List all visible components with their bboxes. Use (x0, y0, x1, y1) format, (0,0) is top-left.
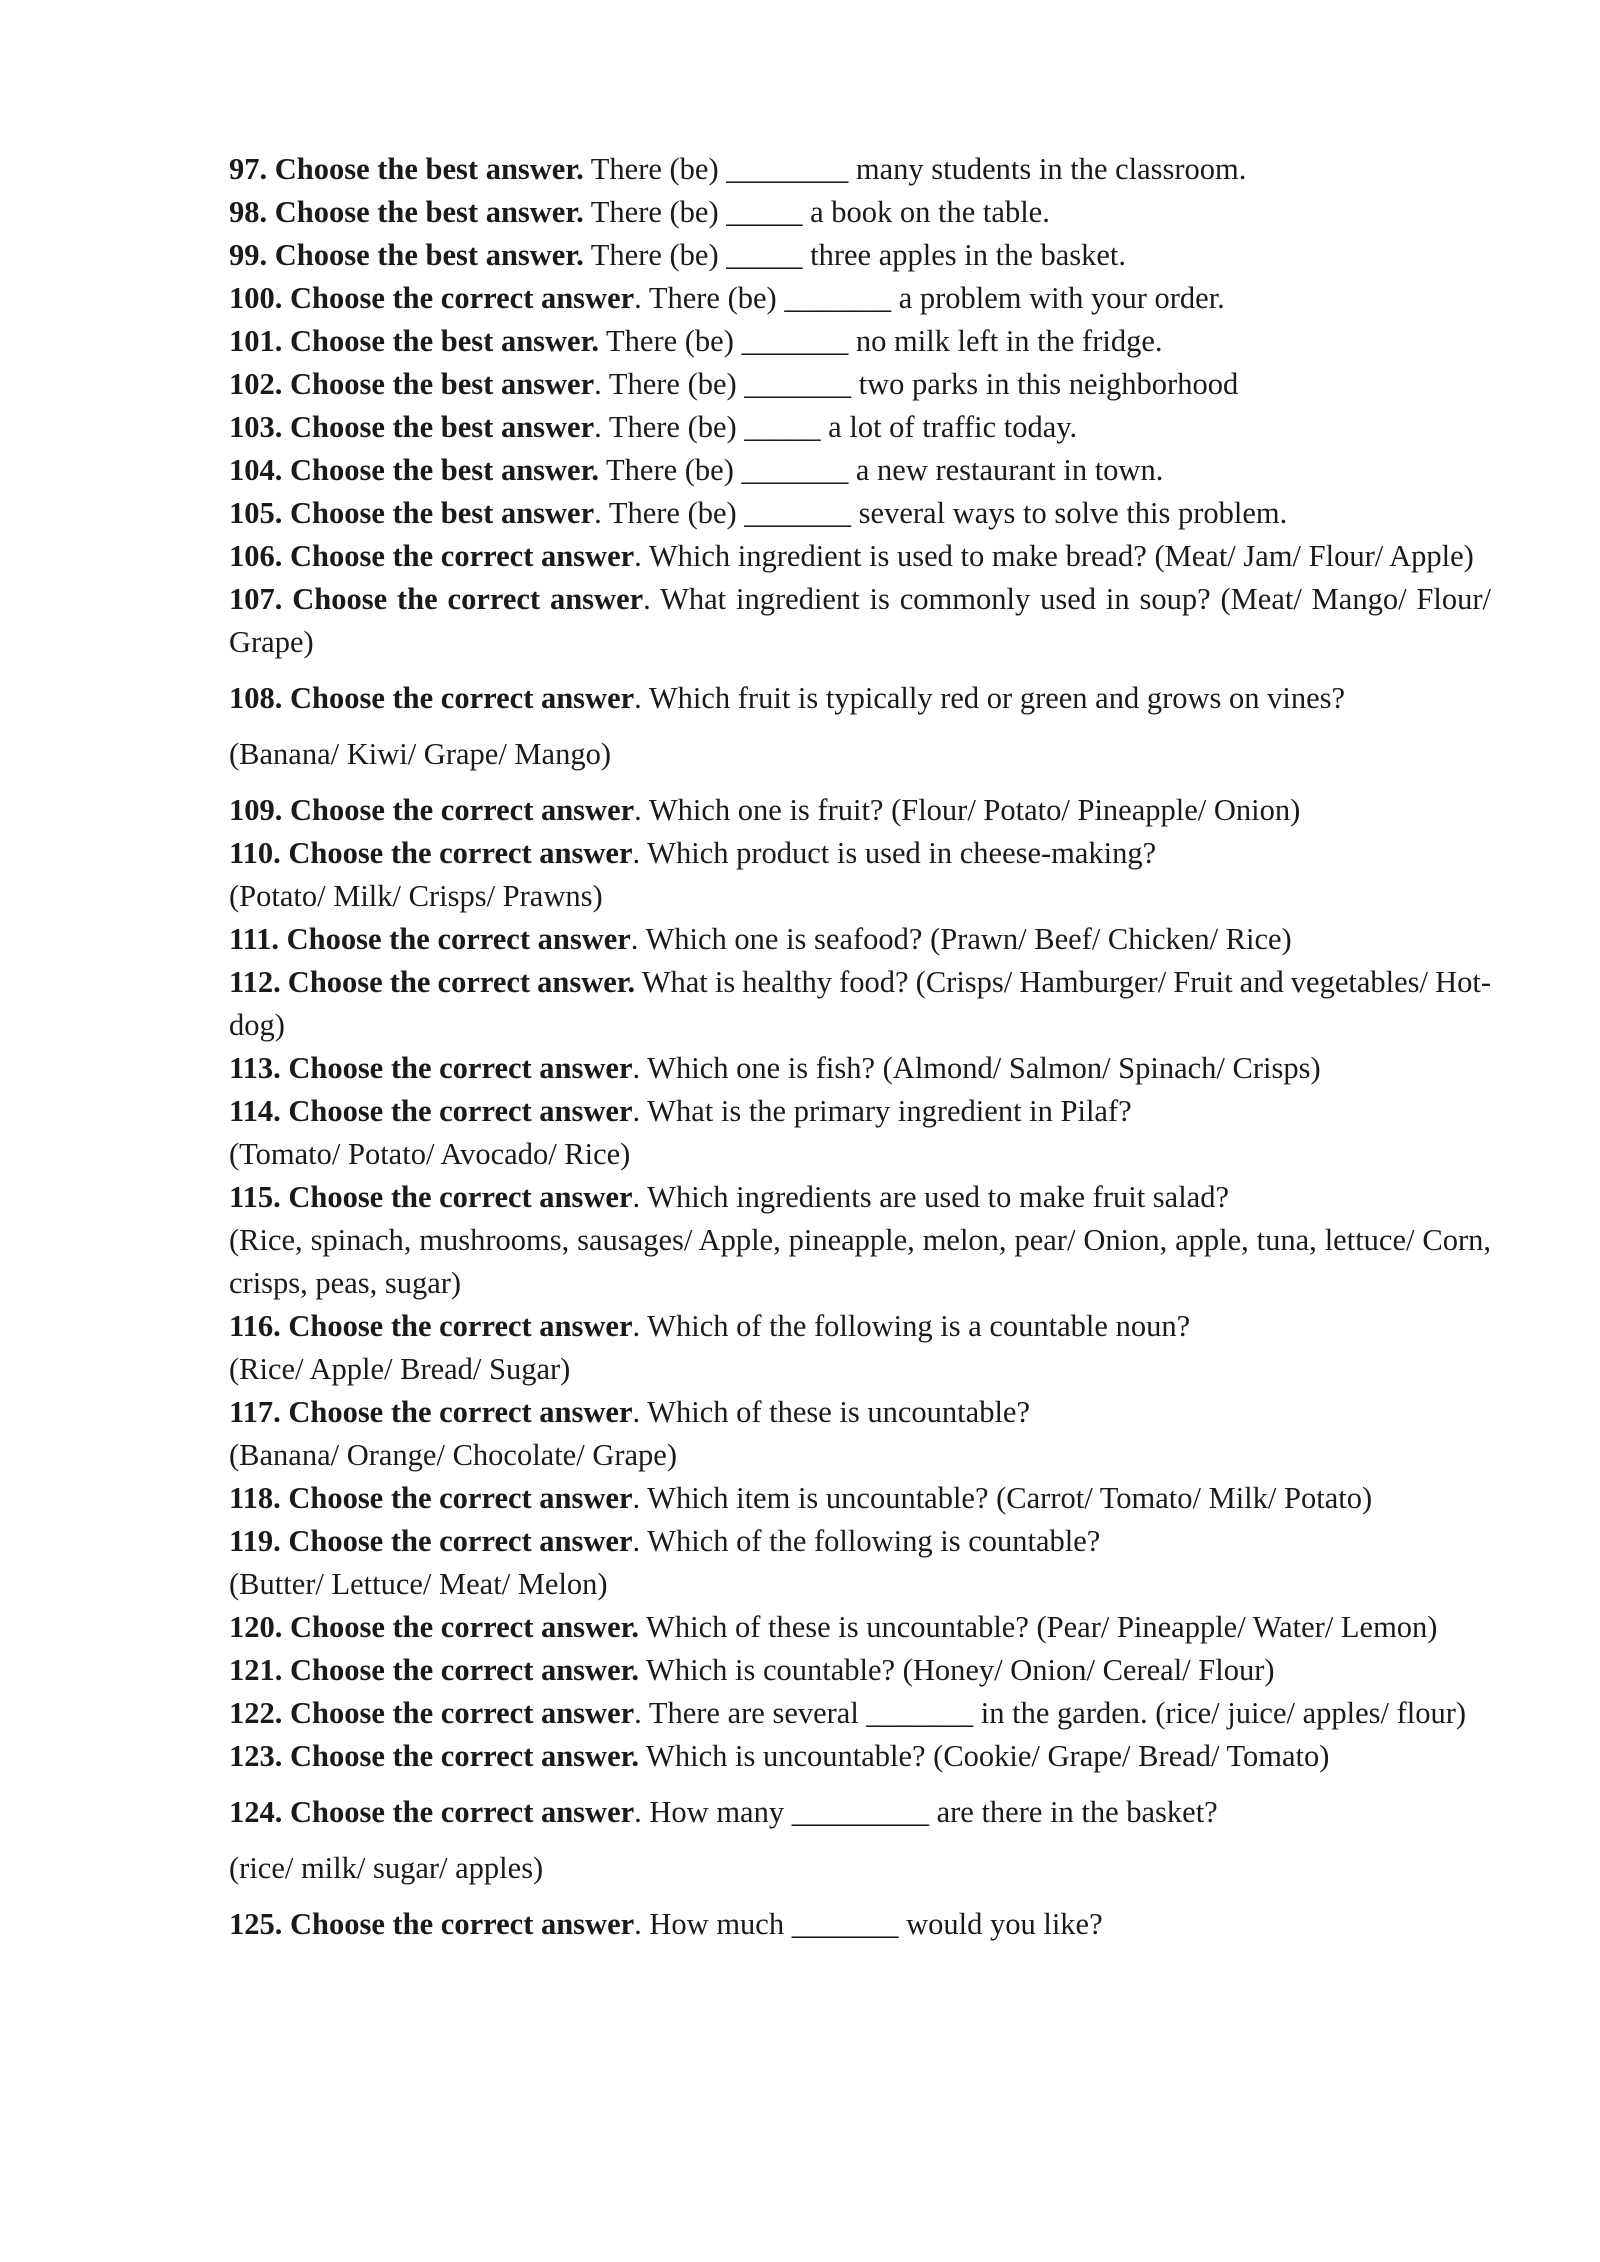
question-104 (229, 449, 1491, 492)
question-text: There (be) _____ a book on the table. (583, 195, 1050, 229)
question-109 (229, 789, 1491, 832)
question-text: (Tomato/ Potato/ Avocado/ Rice) (229, 1137, 631, 1171)
question-114 (229, 1090, 1491, 1133)
question-text: . Which fruit is typically red or green and grows on vines? (634, 681, 1346, 715)
question-instruction: Choose the correct answer (288, 1180, 633, 1214)
question-instruction: Choose the correct answer (290, 681, 635, 715)
question-108 (229, 677, 1491, 720)
question-98 (229, 191, 1491, 234)
question-text: . Which ingredient is used to make bread? (Meat/ Jam/ Flour/ Apple) (634, 539, 1474, 573)
question-number: 97. (229, 152, 268, 186)
question-text: . What is the primary ingredient in Pilaf? (632, 1094, 1132, 1128)
question-113 (229, 1047, 1491, 1090)
question-125 (229, 1903, 1491, 1946)
question-number: 109. (229, 793, 283, 827)
question-119-options (229, 1563, 1491, 1606)
question-text: There (be) _______ a new restaurant in town. (598, 453, 1164, 487)
question-text: . Which item is uncountable? (Carrot/ Tomato/ Milk/ Potato) (632, 1481, 1373, 1515)
question-text: Which is countable? (Honey/ Onion/ Cereal/ Flour) (638, 1653, 1275, 1687)
question-instruction: Choose the correct answer. (287, 965, 636, 999)
question-instruction: Choose the correct answer. (290, 1739, 639, 1773)
question-110-options (229, 875, 1491, 918)
question-instruction: Choose the best answer. (290, 324, 599, 358)
question-text: (Banana/ Kiwi/ Grape/ Mango) (229, 737, 611, 771)
question-111 (229, 918, 1491, 961)
question-124 (229, 1791, 1491, 1834)
question-text: (Potato/ Milk/ Crisps/ Prawns) (229, 879, 603, 913)
question-instruction: Choose the correct answer (288, 1094, 633, 1128)
question-number: 101. (229, 324, 283, 358)
question-120 (229, 1606, 1491, 1649)
question-number: 103. (229, 410, 283, 444)
question-text: (rice/ milk/ sugar/ apples) (229, 1851, 544, 1885)
question-instruction: Choose the best answer. (274, 152, 584, 186)
question-text: What is healthy food? (Crisps/ Hamburger/ Fruit and vegetables/ Hot-dog) (229, 965, 1491, 1042)
question-text: (Butter/ Lettuce/ Meat/ Melon) (229, 1567, 608, 1601)
question-number: 121. (229, 1653, 283, 1687)
question-number: 124. (229, 1795, 283, 1829)
question-number: 107. (229, 582, 283, 616)
question-instruction: Choose the best answer (290, 410, 595, 444)
question-107 (229, 578, 1491, 664)
question-text: . There (be) _______ several ways to solve this problem. (594, 496, 1288, 530)
question-instruction: Choose the correct answer (286, 922, 631, 956)
question-instruction: Choose the best answer (290, 496, 595, 530)
question-116-options (229, 1348, 1491, 1391)
question-text: . How much _______ would you like? (634, 1907, 1103, 1941)
question-text: . There (be) _____ a lot of traffic today. (594, 410, 1078, 444)
question-text: There (be) _____ three apples in the basket. (583, 238, 1127, 272)
question-instruction: Choose the correct answer (290, 1696, 635, 1730)
question-number: 98. (229, 195, 268, 229)
question-text: . What ingredient is commonly used in soup? (Meat/ Mango/ Flour/ Grape) (229, 582, 1491, 659)
question-117 (229, 1391, 1491, 1434)
question-122 (229, 1692, 1491, 1735)
question-instruction: Choose the correct answer (288, 1524, 633, 1558)
question-121 (229, 1649, 1491, 1692)
question-102 (229, 363, 1491, 406)
question-instruction: Choose the correct answer (290, 539, 635, 573)
question-115 (229, 1176, 1491, 1219)
question-114-options (229, 1133, 1491, 1176)
question-number: 110. (229, 836, 281, 870)
question-instruction: Choose the correct answer (290, 1795, 635, 1829)
question-number: 105. (229, 496, 283, 530)
question-97 (229, 148, 1491, 191)
question-text: . There (be) _______ a problem with your order. (634, 281, 1225, 315)
question-number: 102. (229, 367, 283, 401)
question-text: (Rice/ Apple/ Bread/ Sugar) (229, 1352, 571, 1386)
question-101 (229, 320, 1491, 363)
question-124-options (229, 1847, 1491, 1890)
question-text: (Rice, spinach, mushrooms, sausages/ Apple, pineapple, melon, pear/ Onion, apple, tuna, lettuce/ Corn, crisps, peas, sugar) (229, 1223, 1491, 1300)
question-105 (229, 492, 1491, 535)
question-number: 117. (229, 1395, 281, 1429)
question-number: 100. (229, 281, 283, 315)
question-text: . There are several _______ in the garden. (rice/ juice/ apples/ flour) (634, 1696, 1467, 1730)
question-103 (229, 406, 1491, 449)
question-text: . Which one is fish? (Almond/ Salmon/ Spinach/ Crisps) (632, 1051, 1321, 1085)
question-text: Which is uncountable? (Cookie/ Grape/ Bread/ Tomato) (638, 1739, 1330, 1773)
question-number: 125. (229, 1907, 283, 1941)
question-number: 122. (229, 1696, 283, 1730)
question-instruction: Choose the correct answer (288, 836, 633, 870)
question-number: 104. (229, 453, 283, 487)
question-instruction: Choose the correct answer (288, 1309, 633, 1343)
question-text: There (be) _______ no milk left in the fridge. (598, 324, 1163, 358)
question-text: . How many _________ are there in the basket? (634, 1795, 1218, 1829)
question-number: 113. (229, 1051, 281, 1085)
question-instruction: Choose the correct answer (288, 1481, 633, 1515)
question-number: 118. (229, 1481, 281, 1515)
question-number: 111. (229, 922, 280, 956)
worksheet-page (229, 148, 1491, 1946)
question-118 (229, 1477, 1491, 1520)
question-instruction: Choose the correct answer (288, 1395, 633, 1429)
question-108-options (229, 733, 1491, 776)
question-instruction: Choose the best answer. (290, 453, 599, 487)
question-text: (Banana/ Orange/ Chocolate/ Grape) (229, 1438, 677, 1472)
question-number: 114. (229, 1094, 281, 1128)
question-115-options (229, 1219, 1491, 1305)
question-number: 116. (229, 1309, 281, 1343)
question-112 (229, 961, 1491, 1047)
question-number: 106. (229, 539, 283, 573)
question-instruction: Choose the best answer (290, 367, 595, 401)
question-100 (229, 277, 1491, 320)
question-text: . There (be) _______ two parks in this neighborhood (594, 367, 1239, 401)
question-number: 119. (229, 1524, 281, 1558)
question-text: . Which of the following is countable? (632, 1524, 1101, 1558)
question-117-options (229, 1434, 1491, 1477)
question-110 (229, 832, 1491, 875)
question-number: 112. (229, 965, 281, 999)
question-106 (229, 535, 1491, 578)
question-instruction: Choose the correct answer (290, 281, 635, 315)
question-123 (229, 1735, 1491, 1778)
question-number: 123. (229, 1739, 283, 1773)
question-instruction: Choose the correct answer. (290, 1653, 639, 1687)
question-instruction: Choose the best answer. (274, 195, 584, 229)
question-instruction: Choose the correct answer (290, 1907, 635, 1941)
question-119 (229, 1520, 1491, 1563)
question-text: . Which one is fruit? (Flour/ Potato/ Pineapple/ Onion) (634, 793, 1301, 827)
question-number: 108. (229, 681, 283, 715)
question-text: . Which ingredients are used to make fruit salad? (632, 1180, 1230, 1214)
question-instruction: Choose the correct answer (290, 793, 635, 827)
question-text: . Which one is seafood? (Prawn/ Beef/ Chicken/ Rice) (630, 922, 1292, 956)
question-instruction: Choose the correct answer. (290, 1610, 639, 1644)
question-number: 115. (229, 1180, 281, 1214)
question-116 (229, 1305, 1491, 1348)
question-instruction: Choose the correct answer (288, 1051, 633, 1085)
question-text: . Which of the following is a countable noun? (632, 1309, 1191, 1343)
question-text: There (be) ________ many students in the classroom. (583, 152, 1247, 186)
question-number: 120. (229, 1610, 283, 1644)
question-text: Which of these is uncountable? (Pear/ Pineapple/ Water/ Lemon) (638, 1610, 1438, 1644)
question-99 (229, 234, 1491, 277)
question-text: . Which product is used in cheese-making? (632, 836, 1157, 870)
question-number: 99. (229, 238, 268, 272)
question-text: . Which of these is uncountable? (632, 1395, 1030, 1429)
question-instruction: Choose the best answer. (274, 238, 584, 272)
question-instruction: Choose the correct answer (292, 582, 644, 616)
